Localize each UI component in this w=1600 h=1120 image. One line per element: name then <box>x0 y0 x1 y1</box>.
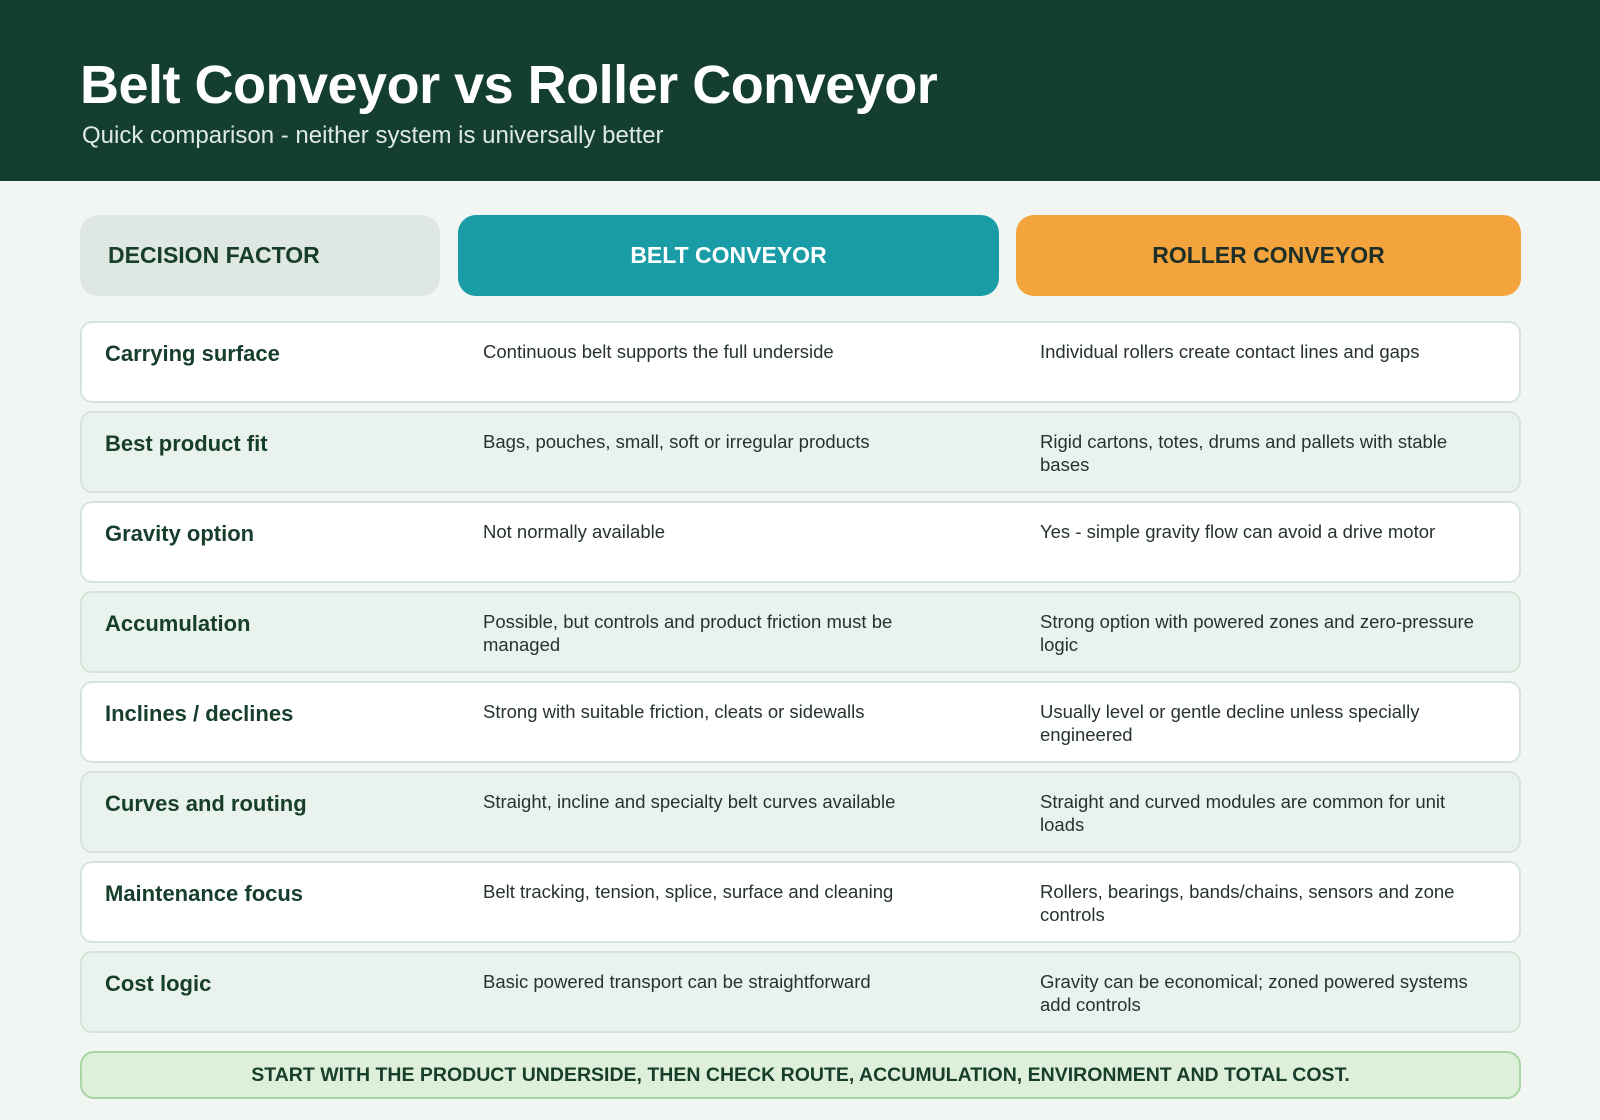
row-roller-value: Strong option with powered zones and zero-pressure logic <box>1040 611 1474 655</box>
footer-note: START WITH THE PRODUCT UNDERSIDE, THEN CHECK ROUTE, ACCUMULATION, ENVIRONMENT AND TOTAL COST. <box>80 1051 1521 1099</box>
column-header-belt-conveyor: BELT CONVEYOR <box>458 215 999 296</box>
row-factor: Cost logic <box>105 971 212 996</box>
row-belt-value: Not normally available <box>483 521 666 542</box>
page-header <box>0 0 1600 181</box>
row-factor: Carrying surface <box>105 341 280 366</box>
row-roller-value: Rollers, bearings, bands/chains, sensors and zone controls <box>1040 881 1455 925</box>
row-roller-value: Individual rollers create contact lines and gaps <box>1040 341 1420 362</box>
row-factor: Accumulation <box>105 611 251 636</box>
page-title: Belt Conveyor vs Roller Conveyor <box>80 55 938 115</box>
row-belt-value: Continuous belt supports the full underside <box>483 341 834 362</box>
row-roller-value: Usually level or gentle decline unless specially engineered <box>1040 701 1420 745</box>
comparison-row <box>80 861 1521 943</box>
column-header-decision-factor: DECISION FACTOR <box>80 215 440 296</box>
column-header-roller-conveyor: ROLLER CONVEYOR <box>1016 215 1521 296</box>
row-belt-value: Belt tracking, tension, splice, surface and cleaning <box>483 881 894 902</box>
row-factor: Curves and routing <box>105 791 307 816</box>
row-roller-value: Yes - simple gravity flow can avoid a drive motor <box>1040 521 1436 542</box>
comparison-row <box>80 771 1521 853</box>
row-factor: Maintenance focus <box>105 881 304 906</box>
page-subtitle: Quick comparison - neither system is universally better <box>82 122 664 149</box>
row-factor: Best product fit <box>105 431 268 456</box>
comparison-row <box>80 501 1521 583</box>
row-roller-value: Rigid cartons, totes, drums and pallets with stable bases <box>1040 431 1448 475</box>
row-belt-value: Basic powered transport can be straightforward <box>483 971 871 992</box>
row-factor: Gravity option <box>105 521 255 546</box>
comparison-row <box>80 591 1521 673</box>
comparison-row <box>80 321 1521 403</box>
row-belt-value: Strong with suitable friction, cleats or sidewalls <box>483 701 865 722</box>
row-factor: Inclines / declines <box>105 701 294 726</box>
row-belt-value: Possible, but controls and product friction must be managed <box>483 611 893 655</box>
comparison-row <box>80 681 1521 763</box>
comparison-row <box>80 951 1521 1033</box>
row-belt-value: Bags, pouches, small, soft or irregular products <box>483 431 870 452</box>
row-belt-value: Straight, incline and specialty belt curves available <box>483 791 896 812</box>
comparison-row <box>80 411 1521 493</box>
row-roller-value: Straight and curved modules are common for unit loads <box>1040 791 1446 835</box>
row-roller-value: Gravity can be economical; zoned powered systems add controls <box>1040 971 1468 1015</box>
